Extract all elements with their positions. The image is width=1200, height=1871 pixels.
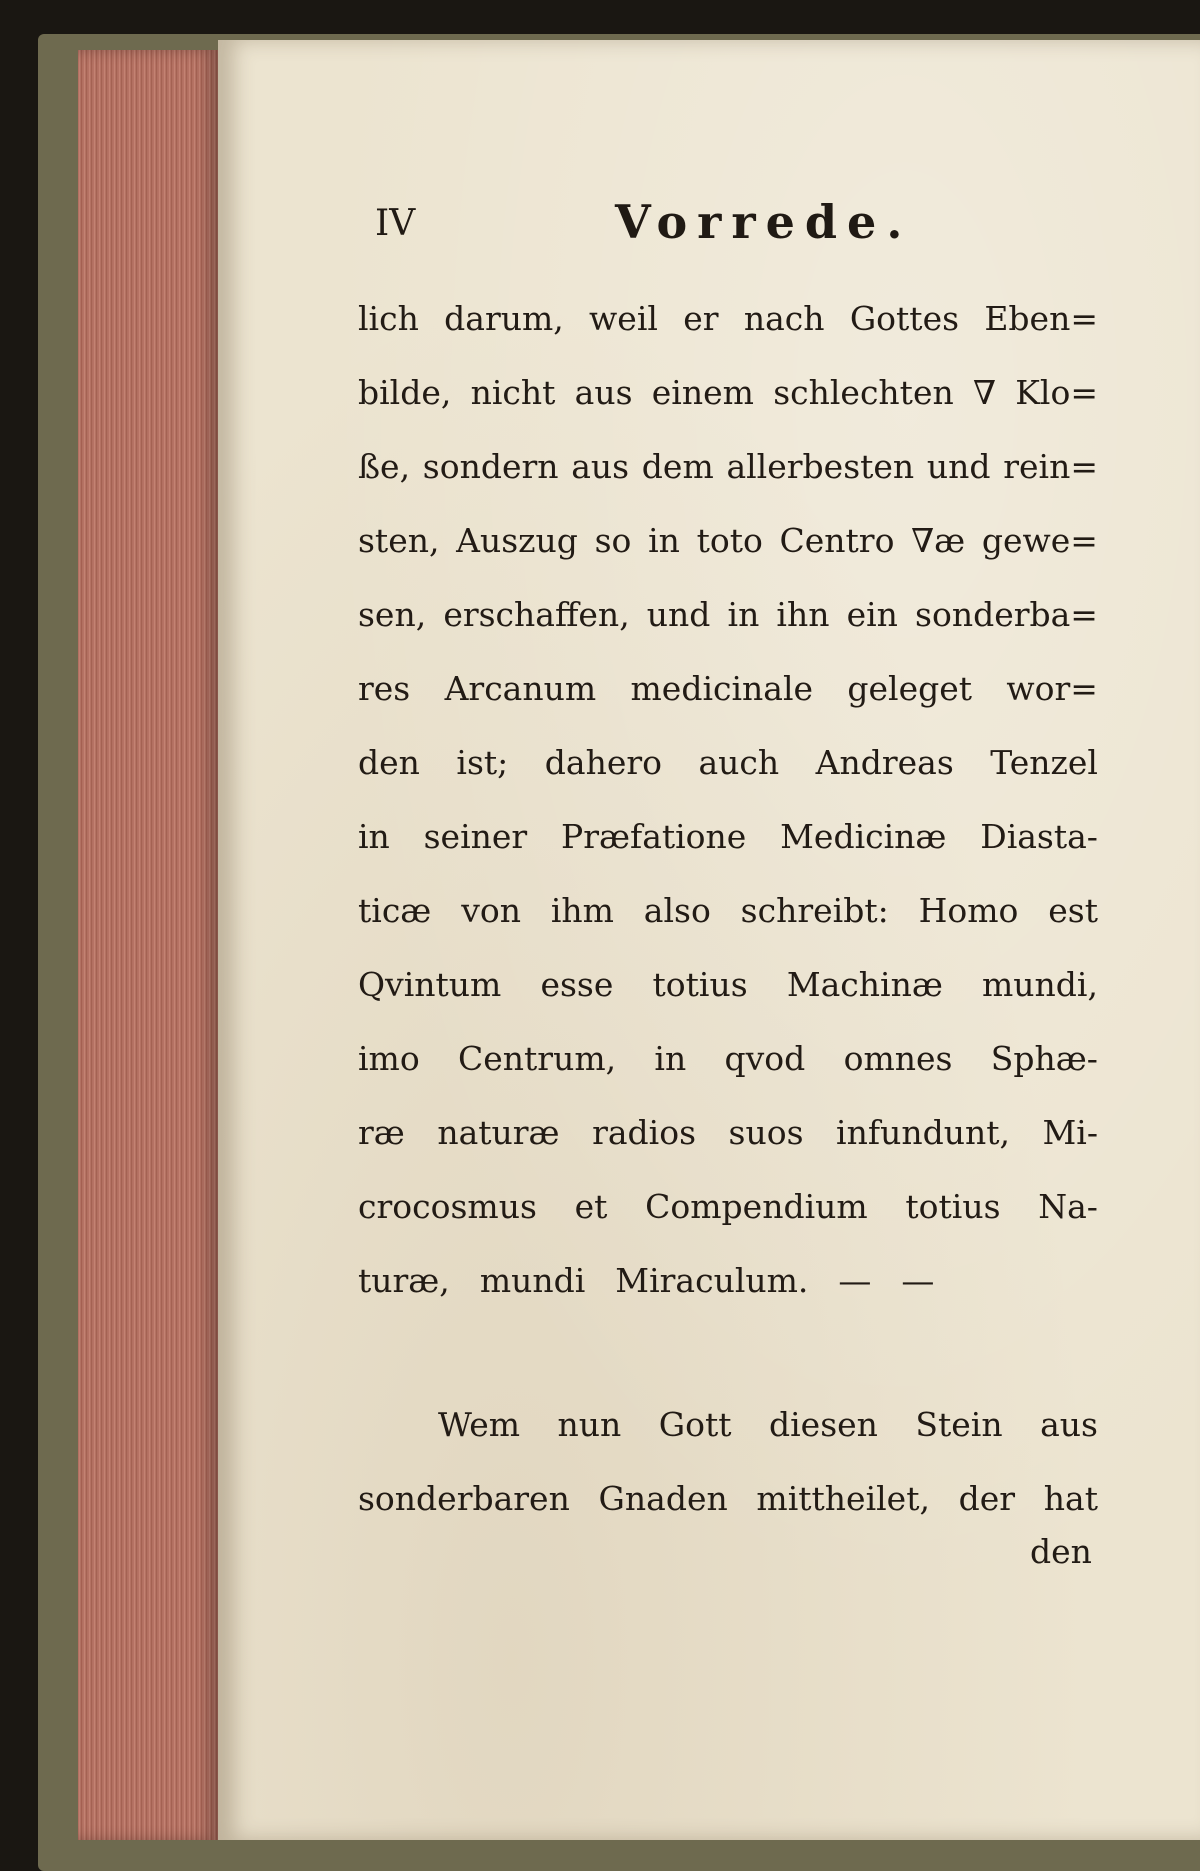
word: ræ <box>358 1113 405 1152</box>
text-line <box>358 800 1098 874</box>
word: aus <box>1040 1405 1098 1444</box>
word: in <box>654 1039 687 1078</box>
word: — <box>901 1261 935 1300</box>
word: allerbesten <box>726 447 915 486</box>
word: mundi <box>479 1261 586 1300</box>
word: Diasta- <box>980 817 1098 856</box>
word: Arcanum <box>444 669 597 708</box>
text-line <box>358 1096 1098 1170</box>
text-line <box>358 282 1098 356</box>
word: dem <box>641 447 714 486</box>
text-line <box>358 652 1098 726</box>
word: Gottes <box>849 299 960 338</box>
word: Tenzel <box>990 743 1098 782</box>
word: Klo= <box>1015 373 1098 412</box>
word: in <box>648 521 680 560</box>
word: einem <box>651 373 754 412</box>
word: Sphæ- <box>990 1039 1098 1078</box>
text-line <box>358 1388 1098 1462</box>
word: Centro <box>779 521 895 560</box>
word: erschaffen, <box>443 595 630 634</box>
word: sonderbaren <box>358 1479 570 1518</box>
word: et <box>574 1187 608 1226</box>
word: Gnaden <box>598 1479 728 1518</box>
word: toto <box>696 521 763 560</box>
word: ticæ <box>358 891 432 930</box>
word: und <box>926 447 991 486</box>
word: ein <box>846 595 898 634</box>
word: Eben= <box>984 299 1098 338</box>
word: totius <box>905 1187 1001 1226</box>
word: Gott <box>658 1405 732 1444</box>
word: sondern <box>422 447 559 486</box>
word: hat <box>1043 1479 1098 1518</box>
word: Homo <box>918 891 1019 930</box>
word: sonderba= <box>915 595 1098 634</box>
word: sten, <box>358 521 440 560</box>
word: Miraculum. <box>615 1261 809 1300</box>
word: — <box>838 1261 872 1300</box>
paragraph <box>358 282 1098 1318</box>
paragraph <box>358 1388 1098 1536</box>
word: Auszug <box>456 521 578 560</box>
word: aus <box>574 373 633 412</box>
word: nicht <box>470 373 556 412</box>
word: Compendium <box>645 1187 868 1226</box>
word: bilde, <box>358 373 452 412</box>
word: Stein <box>915 1405 1003 1444</box>
text-line <box>358 1244 1098 1318</box>
word: der <box>958 1479 1016 1518</box>
word: ist; <box>456 743 509 782</box>
word: suos <box>728 1113 804 1152</box>
word: gewe= <box>981 521 1098 560</box>
text-line <box>358 356 1098 430</box>
word: er <box>683 299 719 338</box>
word: Centrum, <box>458 1039 617 1078</box>
word: geleget <box>847 669 973 708</box>
word: medicinale <box>630 669 814 708</box>
word: und <box>646 595 711 634</box>
word: ∇ <box>972 373 997 412</box>
word: seiner <box>423 817 528 856</box>
catchword: den <box>1030 1532 1092 1571</box>
word: omnes <box>843 1039 953 1078</box>
page-number: IV <box>375 203 416 244</box>
text-line <box>358 874 1098 948</box>
text-line <box>358 726 1098 800</box>
word: diesen <box>769 1405 878 1444</box>
word: den <box>358 743 420 782</box>
word: totius <box>652 965 748 1004</box>
word: Machinæ <box>786 965 943 1004</box>
word: mundi, <box>981 965 1098 1004</box>
word: Medicinæ <box>780 817 947 856</box>
word: darum, <box>444 299 564 338</box>
text-line <box>358 948 1098 1022</box>
word: infundunt, <box>836 1113 1010 1152</box>
word: Andreas <box>815 743 954 782</box>
word: radios <box>592 1113 697 1152</box>
word: auch <box>698 743 780 782</box>
body-text <box>358 282 1098 1536</box>
text-line <box>358 1462 1098 1536</box>
word: so <box>594 521 632 560</box>
text-line <box>358 430 1098 504</box>
word: ße, <box>358 447 411 486</box>
word: Præfatione <box>560 817 747 856</box>
word: Na- <box>1038 1187 1098 1226</box>
word: wor= <box>1006 669 1098 708</box>
word: ihn <box>776 595 830 634</box>
word: weil <box>589 299 658 338</box>
word: naturæ <box>437 1113 560 1152</box>
word: also <box>643 891 711 930</box>
word: nach <box>743 299 825 338</box>
word: Qvintum <box>358 965 502 1004</box>
paragraph-break <box>358 1318 1098 1388</box>
word: rein= <box>1003 447 1098 486</box>
word: schlechten <box>773 373 954 412</box>
word: nun <box>557 1405 622 1444</box>
word: res <box>358 669 411 708</box>
text-line <box>358 1022 1098 1096</box>
word: dahero <box>544 743 662 782</box>
page-edges <box>78 50 218 1840</box>
word: est <box>1048 891 1098 930</box>
word: crocosmus <box>358 1187 537 1226</box>
word: in <box>358 817 390 856</box>
word: mittheilet, <box>756 1479 930 1518</box>
word: ∇æ <box>911 521 966 560</box>
word: Wem <box>438 1405 521 1444</box>
word: ihm <box>550 891 614 930</box>
text-line <box>358 504 1098 578</box>
word: aus <box>571 447 630 486</box>
word: von <box>461 891 521 930</box>
word: schreibt: <box>740 891 889 930</box>
running-head <box>375 195 1095 255</box>
word: esse <box>540 965 614 1004</box>
word: sen, <box>358 595 427 634</box>
word: Mi- <box>1042 1113 1098 1152</box>
section-title: Vorrede. <box>615 195 913 249</box>
text-line <box>358 1170 1098 1244</box>
word: lich <box>358 299 419 338</box>
text-line <box>358 578 1098 652</box>
word: in <box>727 595 760 634</box>
word: qvod <box>724 1039 806 1078</box>
word: imo <box>358 1039 420 1078</box>
word: turæ, <box>358 1261 450 1300</box>
